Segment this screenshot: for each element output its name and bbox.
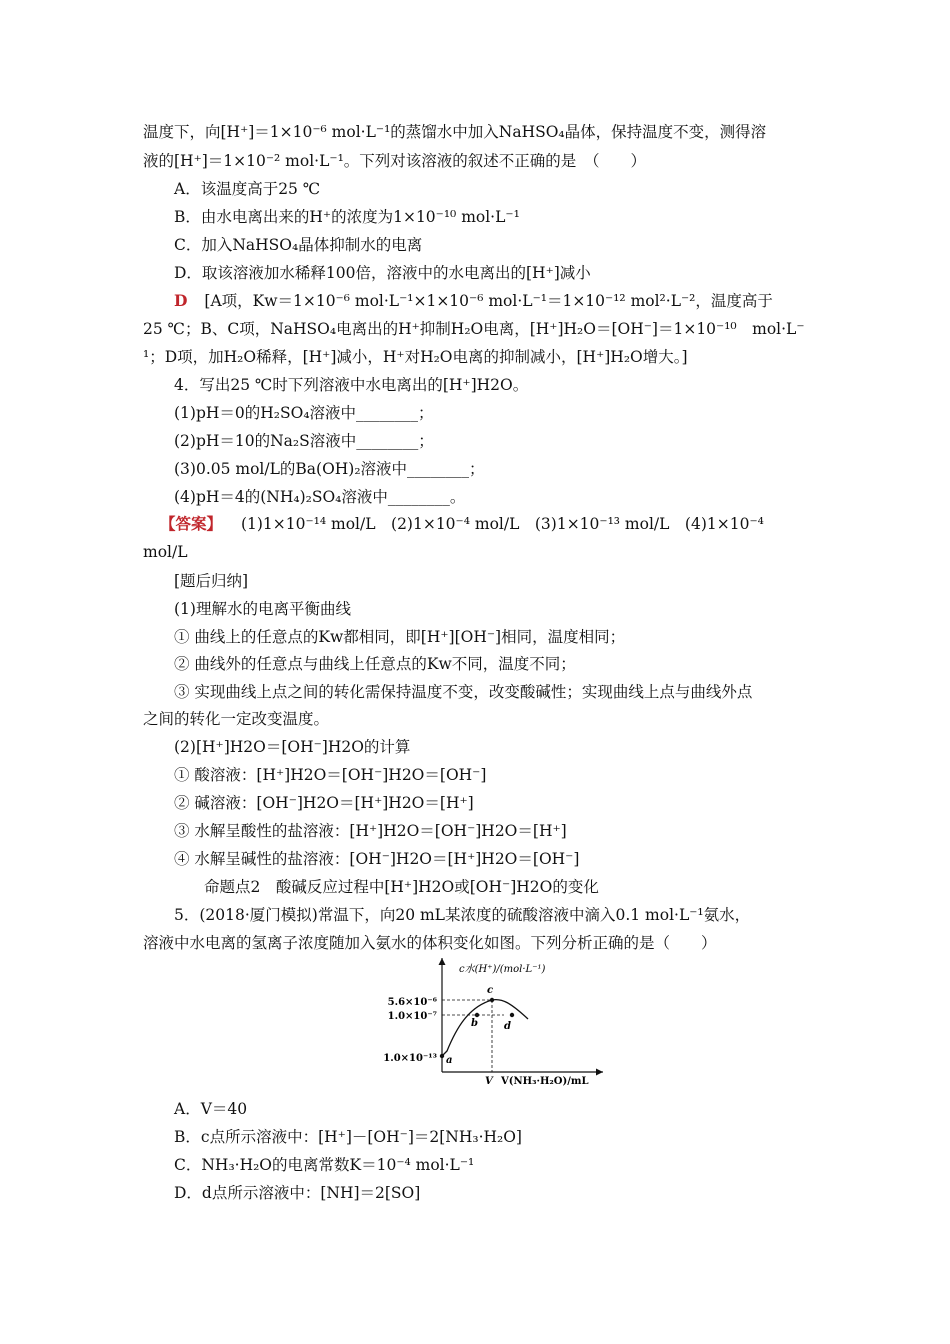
point-c [490,998,494,1002]
q5-option-d: D．d点所示溶液中：[NH]＝2[SO] [174,1184,421,1202]
summary-item2d: ④ 水解呈碱性的盐溶液：[OH⁻]H2O＝[H⁺]H2O＝[OH⁻] [174,850,580,868]
summary-section2: (2)[H⁺]H2O＝[OH⁻]H2O的计算 [174,738,411,756]
summary-item2b: ② 碱溶液：[OH⁻]H2O＝[H⁺]H2O＝[H⁺] [174,794,474,812]
summary-item2c: ③ 水解呈酸性的盐溶液：[H⁺]H2O＝[OH⁻]H2O＝[H⁺] [174,822,567,840]
q3-option-b: B．由水电离出来的H⁺的浓度为1×10⁻¹⁰ mol·L⁻¹ [174,208,520,226]
q3-option-c: C．加入NaHSO₄晶体抑制水的电离 [174,236,423,254]
q5-option-a: A．V＝40 [174,1100,248,1118]
q4-answer-line1 [160,512,764,536]
q3-answer-letter: D [174,291,188,310]
q3-explanation-text1: [A项，Kw＝1×10⁻⁶ mol·L⁻¹×1×10⁻⁶ mol·L⁻¹＝1×10⁻¹² mol²·L⁻²，温度高于 [204,292,773,310]
point-label-c: c [487,985,494,996]
summary-item1b: ② 曲线外的任意点与曲线上任意点的Kw不同，温度不同； [174,655,576,673]
q3-option-a: A．该温度高于25 ℃ [174,180,321,198]
point-label-d: d [504,1021,511,1032]
curve [442,1000,528,1056]
q4-answer-line2: mol/L [143,543,188,561]
q5-stem-line1: 5．(2018·厦门模拟)常温下，向20 mL某浓度的硫酸溶液中滴入0.1 mol·L⁻¹氨水， [174,906,751,924]
q4-stem: 4．写出25 ℃时下列溶液中水电离出的[H⁺]H2O。 [174,376,529,394]
y-tick-label: 1.0×10⁻⁷ [387,1011,437,1022]
q3-explanation-line3: ¹；D项，加H₂O稀释，[H⁺]减小，H⁺对H₂O电离的抑制减小，[H⁺]H₂O增大。] [143,348,688,366]
x-tick-label: V [485,1076,493,1087]
titration-graph [378,955,608,1090]
q4-part3: (3)0.05 mol/L的Ba(OH)₂溶液中________； [174,460,485,478]
y-tick-label: 1.0×10⁻¹³ [383,1053,437,1064]
q3-explanation-line1 [174,289,773,313]
q3-explanation-line2: 25 ℃；B、C项，NaHSO₄电离出的H⁺抑制H₂O电离，[H⁺]H₂O＝[OH⁻]＝1×10⁻¹⁰ mol·L⁻ [143,320,805,338]
q3-option-d: D．取该溶液加水稀释100倍，溶液中的水电离出的[H⁺]减小 [174,264,591,282]
point-label-b: b [471,1018,478,1029]
q5-option-c: C．NH₃·H₂O的电离常数K＝10⁻⁴ mol·L⁻¹ [174,1156,475,1174]
y-axis-label: c水(H⁺)/(mol·L⁻¹) [459,964,546,975]
summary-item2a: ① 酸溶液：[H⁺]H2O＝[OH⁻]H2O＝[OH⁻] [174,766,487,784]
q4-part2: (2)pH＝10的Na₂S溶液中________； [174,432,434,450]
topic-heading: 命题点2 酸碱反应过程中[H⁺]H2O或[OH⁻]H2O的变化 [204,878,599,896]
y-tick-label: 5.6×10⁻⁶ [387,997,437,1008]
summary-title: [题后归纳] [174,572,249,590]
answer-tag: 【答案】 [160,514,223,533]
q3-stem-line2: 液的[H⁺]＝1×10⁻² mol·L⁻¹。下列对该溶液的叙述不正确的是 （ ） [143,152,647,170]
point-b [475,1013,479,1017]
point-d [510,1013,514,1017]
summary-item1c-line2: 之间的转化一定改变温度。 [143,710,330,728]
q3-stem-line1: 温度下，向[H⁺]＝1×10⁻⁶ mol·L⁻¹的蒸馏水中加入NaHSO₄晶体，保持温度不变，测得溶 [143,123,767,141]
q5-stem-line2: 溶液中水电离的氢离子浓度随加入氨水的体积变化如图。下列分析正确的是（ ） [143,934,717,952]
q4-part4: (4)pH＝4的(NH₄)₂SO₄溶液中________。 [174,488,466,506]
summary-section1: (1)理解水的电离平衡曲线 [174,600,351,618]
q4-part1: (1)pH＝0的H₂SO₄溶液中________； [174,404,434,422]
summary-item1c-line1: ③ 实现曲线上点之间的转化需保持温度不变，改变酸碱性；实现曲线上点与曲线外点 [174,683,753,701]
summary-item1a: ① 曲线上的任意点的Kw都相同，即[H⁺][OH⁻]相同，温度相同； [174,628,626,646]
point-label-a: a [446,1055,453,1066]
point-a [440,1054,444,1058]
x-axis-label: V(NH₃·H₂O)/mL [501,1076,589,1087]
q5-option-b: B．c点所示溶液中：[H⁺]－[OH⁻]＝2[NH₃·H₂O] [174,1128,522,1146]
q4-answer-text: (1)1×10⁻¹⁴ mol/L (2)1×10⁻⁴ mol/L (3)1×10⁻¹³ mol/L (4)1×10⁻⁴ [240,515,764,533]
